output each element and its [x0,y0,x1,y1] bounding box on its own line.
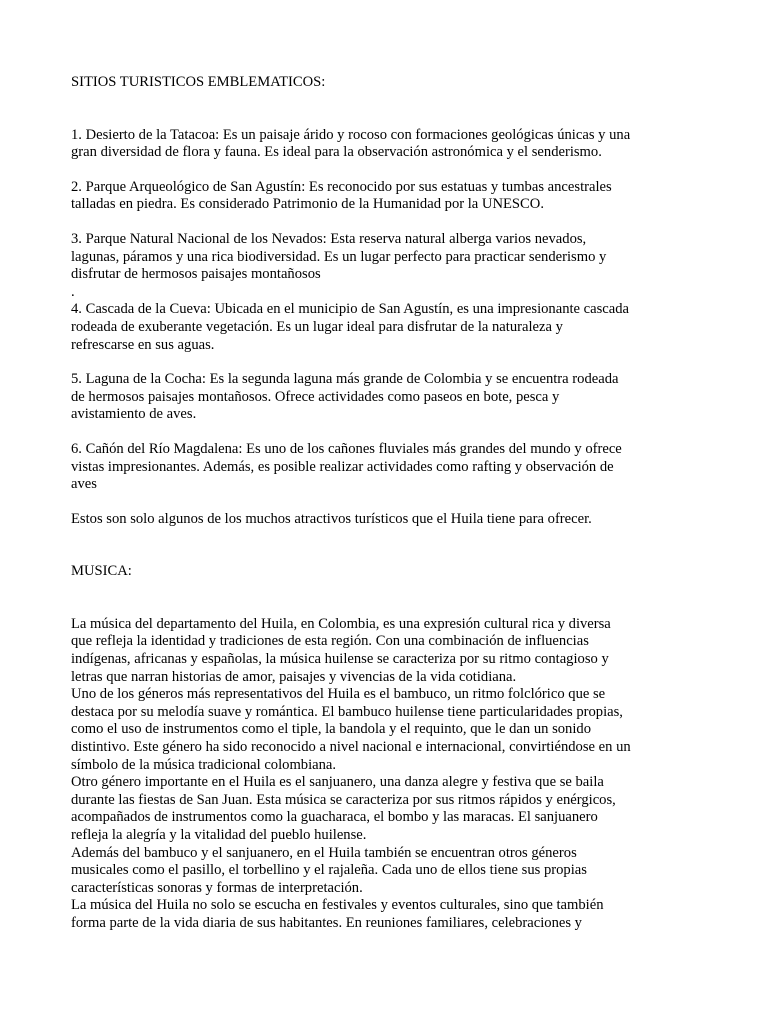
site-paragraph-5: 5. Laguna de la Cocha: Es la segunda laguna más grande de Colombia y se encuentra rodeada de hermosos paisajes montañosos. Ofrece actividades como paseos en bote, pesca y avistamiento de aves. [71,371,619,423]
music-paragraph-5: La música del Huila no solo se escucha en festivales y eventos culturales, sino que también forma parte de la vida diaria de sus habitantes. En reuniones familiares, celebraciones y [71,897,604,931]
music-paragraph-2: Uno de los géneros más representativos del Huila es el bambuco, un ritmo folclórico que se destaca por su melodía suave y romántica. El bambuco huilense tiene particularidades propias, como el uso de instrumentos como el tiple, la bandola y el requinto, que le dan un sonido distintivo. Este género ha sido reconocido a nivel nacional e internacional, convirtiéndose en un símbolo de la música tradicional colombiana. [71,686,631,773]
site-paragraph-3: 3. Parque Natural Nacional de los Nevados: Esta reserva natural alberga varios nevados, lagunas, páramos y una rica biodiversidad. Es un lugar perfecto para practicar senderismo y disfrutar de hermosos paisajes montañosos . [71,230,607,300]
site-paragraph-6: 6. Cañón del Río Magdalena: Es uno de los cañones fluviales más grandes del mundo y ofrece vistas impresionantes. Además, es posible realizar actividades como rafting y observación de aves [71,440,622,493]
section-heading-musica: MUSICA: [71,563,132,580]
site-paragraph-2: 2. Parque Arqueológico de San Agustín: Es reconocido por sus estatuas y tumbas ancestrales talladas en piedra. Es considerado Patrimonio de la Humanidad por la UNESCO. [71,178,612,213]
closing-paragraph: Estos son solo algunos de los muchos atractivos turísticos que el Huila tiene para ofrecer. [71,510,592,527]
section-heading-sitios: SITIOS TURISTICOS EMBLEMATICOS: [71,74,326,90]
music-paragraph-1: La música del departamento del Huila, en Colombia, es una expresión cultural rica y diversa que refleja la identidad y tradiciones de esta región. Con una combinación de influencias indígenas, africanas y españolas, la música huilense se caracteriza por su ritmo contagioso y letras que narran historias de amor, paisajes y vivencias de la vida cotidiana. [71,615,611,685]
music-paragraph-3: Otro género importante en el Huila es el sanjuanero, una danza alegre y festiva que se baila durante las fiestas de San Juan. Esta música se caracteriza por sus ritmos rápidos y enérgicos, acompañados de instrumentos como la guacharaca, el bombo y las maracas. El sanjuanero refleja la alegría y la vitalidad del pueblo huilense. [71,774,616,843]
music-paragraph-4: Además del bambuco y el sanjuanero, en el Huila también se encuentran otros géneros musicales como el pasillo, el torbellino y el rajaleña. Cada uno de ellos tiene sus propias características sonoras y formas de interpretación. [71,844,587,896]
site-paragraph-1: 1. Desierto de la Tatacoa: Es un paisaje árido y rocoso con formaciones geológicas únicas y una gran diversidad de flora y fauna. Es ideal para la observación astronómica y el senderismo. [71,126,631,161]
site-paragraph-4: 4. Cascada de la Cueva: Ubicada en el municipio de San Agustín, es una impresionante cascada rodeada de exuberante vegetación. Es un lugar ideal para disfrutar de la naturaleza y refrescarse en sus aguas. [71,301,630,353]
